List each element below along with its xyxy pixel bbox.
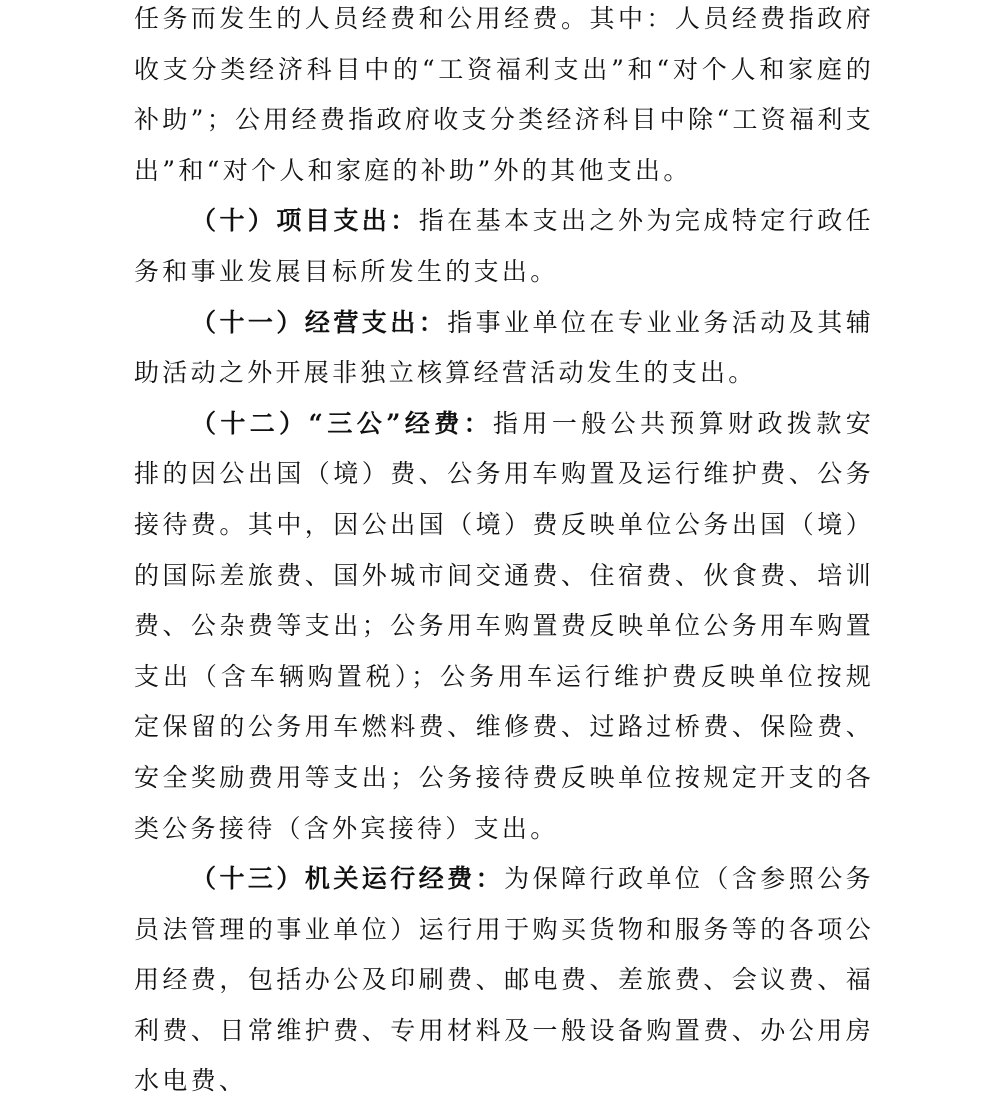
paragraph-basic-expenditure-continued [134, 0, 874, 196]
term-heading: （十）项目支出： [191, 206, 419, 236]
paragraph-project-expenditure [134, 196, 874, 297]
paragraph-three-public-expenses [134, 399, 874, 854]
paragraph-text: 为保障行政单位（含参照公务员法管理的事业单位）运行用于购买货物和服务等的各项公用经费，包括办公及印刷费、邮电费、差旅费、会议费、福利费、日常维护费、专用材料及一般设备购置费、办公用房水电费、 [134, 864, 874, 1096]
paragraph-agency-operating-costs [134, 854, 874, 1107]
paragraph-text: 指事业单位在专业业务活动及其辅助活动之外开展非独立核算经营活动发生的支出。 [134, 307, 874, 388]
term-heading: （十一）经营支出： [191, 307, 448, 337]
term-heading: （十三）机关运行经费： [191, 864, 505, 894]
paragraph-text: 任务而发生的人员经费和公用经费。其中：人员经费指政府收支分类经济科目中的“工资福利支出”和“对个人和家庭的补助”；公用经费指政府收支分类经济科目中除“工资福利支出”和“对个人和家庭的补助”外的其他支出。 [134, 4, 874, 185]
paragraph-text: 指用一般公共预算财政拨款安排的因公出国（境）费、公务用车购置及运行维护费、公务接待费。其中，因公出国（境）费反映单位公务出国（境）的国际差旅费、国外城市间交通费、住宿费、伙食费、培训费、公杂费等支出；公务用车购置费反映单位公务用车购置支出（含车辆购置税）；公务用车运行维护费反映单位按规定保留的公务用车燃料费、维修费、过路过桥费、保险费、安全奖励费用等支出；公务接待费反映单位按规定开支的各类公务接待（含外宾接待）支出。 [134, 408, 875, 843]
term-heading: （十二）“三公”经费： [191, 408, 494, 438]
paragraph-operating-expenditure [134, 298, 874, 399]
paragraph-text: 指在基本支出之外为完成特定行政任务和事业发展目标所发生的支出。 [134, 206, 874, 286]
document-page [134, 0, 874, 1107]
